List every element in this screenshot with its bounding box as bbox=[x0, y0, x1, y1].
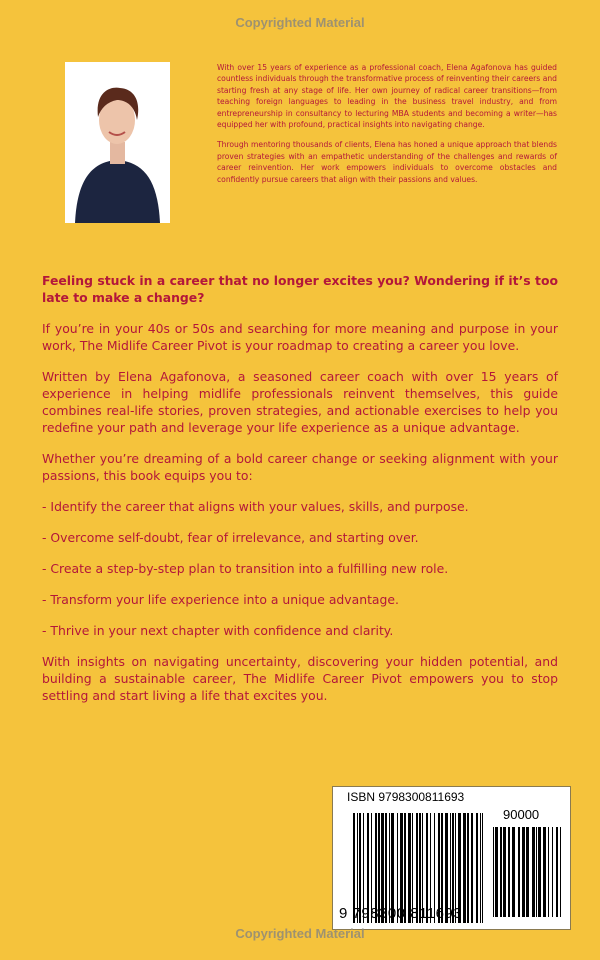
blurb-paragraph: Whether you’re dreaming of a bold career change or seeking alignment with your passions, this book equips you to: bbox=[42, 451, 558, 483]
barcode-digits: 9 798300 811693 bbox=[339, 905, 463, 922]
book-blurb bbox=[42, 272, 558, 718]
barcode-bar bbox=[512, 827, 515, 917]
blurb-bullet: - Transform your life experience into a unique advantage. bbox=[42, 592, 399, 607]
barcode-bar bbox=[471, 813, 473, 923]
blurb-bullet: - Create a step-by-step plan to transition into a fulfilling new role. bbox=[42, 561, 449, 576]
barcode-bar bbox=[560, 827, 561, 917]
copyright-watermark-bottom: Copyrighted Material bbox=[235, 926, 365, 941]
bio-paragraph: Through mentoring thousands of clients, Elena has honed a unique approach that blends proven strategies with an empathetic understanding of the challenges and rewards of career reinvention. Her work empowers individuals to overcome obstacles and confidently pursue careers that align with their passions and values. bbox=[217, 140, 557, 184]
copyright-watermark: Copyrighted Material bbox=[235, 15, 365, 30]
barcode-bar bbox=[495, 827, 498, 917]
barcode-bar bbox=[532, 827, 535, 917]
barcode-bar bbox=[518, 827, 520, 917]
barcode-bar bbox=[480, 813, 481, 923]
barcode-bar bbox=[500, 827, 502, 917]
barcode-bar bbox=[463, 813, 466, 923]
author-bio bbox=[217, 62, 557, 194]
barcode-bar bbox=[508, 827, 510, 917]
blurb-bullet: - Thrive in your next chapter with confidence and clarity. bbox=[42, 623, 394, 638]
barcode-bar bbox=[526, 827, 529, 917]
barcode-bar bbox=[543, 827, 546, 917]
barcode-bar bbox=[548, 827, 549, 917]
blurb-paragraph: If you’re in your 40s or 50s and searching for more meaning and purpose in your work, The Midlife Career Pivot is your roadmap to creating a career you love. bbox=[42, 321, 558, 353]
isbn-label: ISBN 9798300811693 bbox=[347, 790, 465, 804]
blurb-bullet: - Overcome self-doubt, fear of irrelevance, and starting over. bbox=[42, 530, 419, 545]
addon-bars bbox=[493, 827, 563, 917]
barcode-addon: 90000 bbox=[503, 807, 540, 822]
barcode-bar bbox=[482, 813, 483, 923]
blurb-paragraph: Written by Elena Agafonova, a seasoned career coach with over 15 years of experience in helping midlife professionals reinvent themselves, this guide combines real-life stories, proven strategies, and actionable exercises to help you redefine your path and leverage your life experience as a unique advantage. bbox=[42, 369, 558, 435]
barcode-bar bbox=[538, 827, 541, 917]
barcode-bar bbox=[493, 827, 494, 917]
barcode-bar bbox=[522, 827, 525, 917]
bio-paragraph: With over 15 years of experience as a professional coach, Elena Agafonova has guided countless individuals through the transformative process of reinventing their careers and starting fresh at any stage of life. Her own journey of radical career transitions—from teaching foreign languages to leading in the business travel industry, and from entrepreneurship in consultancy to lecturing MBA students and becoming a writer—has equipped her with profound, practical insights into navigating change. bbox=[217, 63, 557, 130]
barcode-bar bbox=[476, 813, 478, 923]
barcode-bar bbox=[556, 827, 558, 917]
barcode-bar bbox=[536, 827, 537, 917]
blurb-bullet: - Identify the career that aligns with your values, skills, and purpose. bbox=[42, 499, 469, 514]
author-photo bbox=[65, 62, 170, 223]
isbn-barcode bbox=[332, 786, 571, 930]
barcode-bar bbox=[552, 827, 553, 917]
barcode-bar bbox=[467, 813, 469, 923]
barcode-bar bbox=[503, 827, 506, 917]
blurb-closing: With insights on navigating uncertainty, discovering your hidden potential, and building a sustainable career, The Midlife Career Pivot empowers you to stop settling and start living a life that excites you. bbox=[42, 654, 558, 703]
blurb-hook: Feeling stuck in a career that no longer excites you? Wondering if it’s too late to make a change? bbox=[42, 273, 558, 305]
